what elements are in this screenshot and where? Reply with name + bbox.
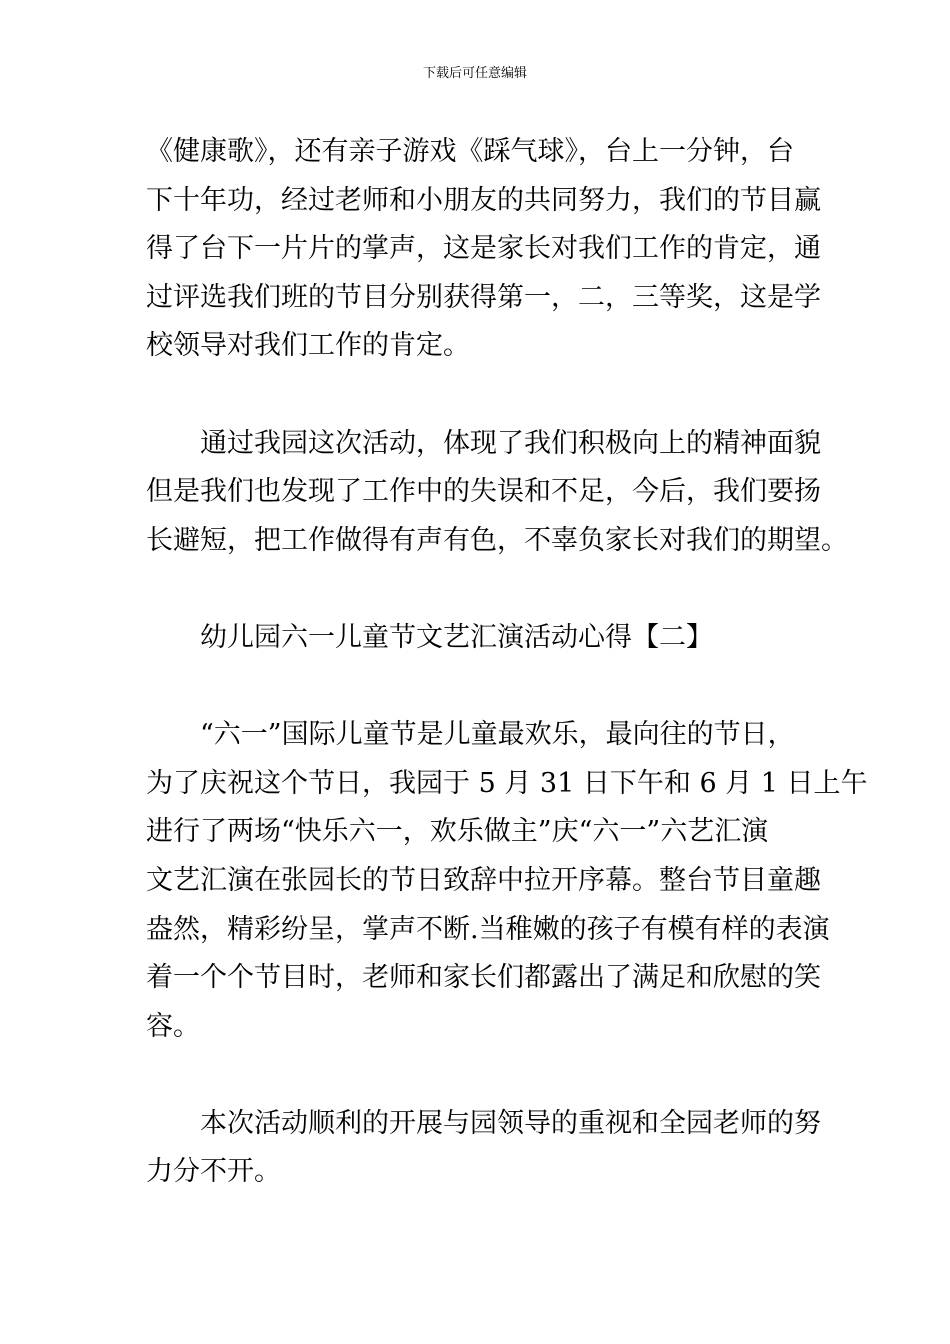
text-line: “六一”国际儿童节是儿童最欢乐，最向往的节日， (200, 719, 795, 751)
text-line: 过评选我们班的节目分别获得第一，二，三等奖，这是学 (146, 281, 821, 313)
document-body (146, 128, 868, 1197)
paragraph-2 (146, 420, 848, 566)
paragraph-3 (146, 711, 868, 1051)
page-header: 下载后可任意编辑 (422, 66, 527, 81)
paragraph-gap (146, 371, 812, 420)
text-line: 得了台下一片片的掌声，这是家长对我们工作的肯定，通 (146, 233, 821, 265)
text-line: 《健康歌》，还有亲子游戏《踩气球》，台上一分钟，台 (146, 136, 794, 167)
text-line: 文艺汇演在张园长的节日致辞中拉开序幕。整台节目童趣 (146, 864, 821, 896)
paragraph-gap (146, 663, 812, 712)
text-line: 进行了两场“快乐六一，欢乐做主”庆“六一”六艺汇演 (146, 816, 769, 848)
paragraph-4 (146, 1100, 821, 1197)
text-line: 长避短，把工作做得有声有色，不辜负家长对我们的期望。 (146, 524, 848, 556)
paragraph-1 (146, 128, 821, 371)
text-line: 容。 (146, 1010, 200, 1042)
text-line: 盎然，精彩纷呈，掌声不断.当稚嫩的孩子有模有样的表演 (146, 913, 830, 945)
section-title: 幼儿园六一儿童节文艺汇演活动心得【二】 (200, 621, 713, 653)
text-line: 下十年功，经过老师和小朋友的共同努力，我们的节目赢 (146, 184, 821, 216)
text-line: 但是我们也发现了工作中的失误和不足，今后，我们要扬 (146, 476, 821, 508)
text-line: 为了庆祝这个节日，我园于 5 月 31 日下午和 6 月 1 日上午 (146, 767, 868, 799)
paragraph-gap (146, 1051, 812, 1100)
text-line: 力分不开。 (146, 1156, 281, 1188)
paragraph-gap (146, 565, 812, 614)
section-heading (146, 614, 812, 663)
text-line: 通过我园这次活动，体现了我们积极向上的精神面貌 (200, 427, 821, 459)
text-line: 校领导对我们工作的肯定。 (146, 330, 470, 362)
text-line: 着一个个节目时，老师和家长们都露出了满足和欣慰的笑 (146, 962, 821, 994)
text-line: 本次活动顺利的开展与园领导的重视和全园老师的努 (200, 1107, 821, 1139)
